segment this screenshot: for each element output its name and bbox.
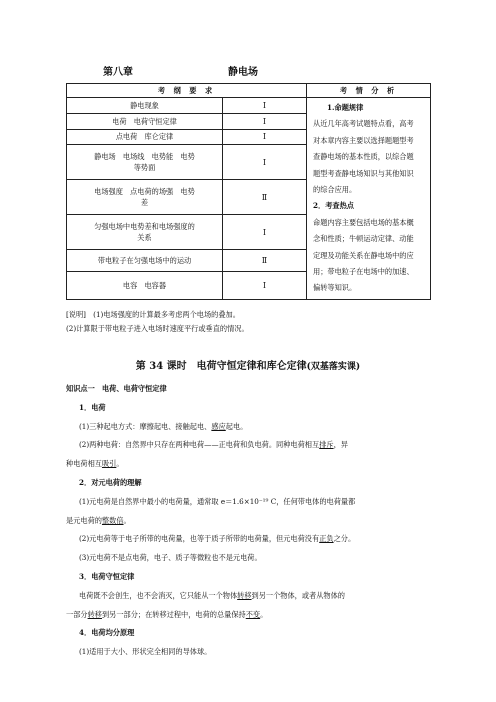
- paragraph: [66, 587, 430, 606]
- requirement-level: Ⅱ: [223, 180, 307, 215]
- paragraph: [66, 606, 430, 625]
- text-span: (2)元电荷等于电子所带的电荷量，也等于质子所带的电荷量，但元电荷没有: [79, 534, 320, 544]
- analysis-line: 题型考查静电场知识与其他知识: [313, 168, 414, 178]
- fill-in-answer: 正负: [319, 534, 334, 544]
- knowledge-point-line: 静电场 电场线 电势能 电势: [94, 152, 195, 162]
- header-analysis: 考 情 分 析: [307, 84, 431, 98]
- chapter-number: 第八章: [103, 67, 133, 78]
- fill-in-answer: 转移: [87, 609, 102, 619]
- section-heading: 1．电荷: [79, 402, 106, 412]
- analysis-heading-1: 1.命题规律: [327, 103, 364, 112]
- section-heading: 4．电荷均分原理: [79, 628, 135, 638]
- analysis-line: 的综合应用。: [313, 185, 357, 195]
- lesson-title-text: 第 34 课时 电荷守恒定律和库仑定律: [135, 361, 307, 372]
- lesson-subtitle: (双基落实课): [306, 362, 361, 372]
- knowledge-point: 静电现象: [67, 98, 223, 114]
- text-span: (1)三种起电方式：摩擦起电、接触起电、: [79, 421, 212, 431]
- requirement-level: Ⅰ: [223, 129, 307, 145]
- paragraph: (1)元电荷是自然界中最小的电荷量，通常取 e＝1.6×10⁻¹⁹ C，任何带电体的电荷量都: [79, 496, 356, 506]
- knowledge-point: [67, 215, 223, 250]
- text-span: 电荷既不会创生，也不会消灭，它只能从一个物体: [79, 590, 238, 600]
- text-span: 一部分: [66, 609, 88, 619]
- paragraph: [66, 512, 430, 531]
- analysis-line: 念和性质；牛顿运动定律、动能: [313, 234, 414, 244]
- analysis-line: 命题内容主要包括电场的基本概: [313, 217, 414, 227]
- analysis-line: 查静电场的基本性质，以综合题: [313, 152, 414, 162]
- requirement-level: Ⅰ: [223, 271, 307, 299]
- fill-in-answer: 吸引: [101, 459, 117, 469]
- knowledge-point: 电荷 电荷守恒定律: [67, 113, 223, 129]
- fill-in-answer: 不变: [245, 609, 261, 619]
- knowledge-point: 点电荷 库仑定律: [67, 129, 223, 145]
- paragraph: (1)适用于大小、形状完全相同的导体球。: [79, 647, 212, 657]
- paragraph: [66, 530, 430, 549]
- section-heading: 3．电荷守恒定律: [79, 571, 135, 581]
- knowledge-point-line: 电场强度 点电荷的场强 电势: [94, 187, 195, 197]
- paragraph: [66, 418, 430, 437]
- notes-block: [66, 308, 249, 336]
- text-span: 到另一部分；在转移过程中，电荷的总量保持: [101, 609, 246, 619]
- exam-requirements-table: [66, 83, 431, 300]
- paragraph: [66, 455, 430, 474]
- table-header-row: [67, 84, 431, 98]
- section-heading: 2．对元电荷的理解: [79, 477, 142, 487]
- knowledge-point-line: 等势面: [133, 163, 156, 173]
- knowledge-point: [67, 145, 223, 180]
- fill-in-answer: 排斥: [319, 440, 334, 450]
- header-requirements: 考 纲 要 求: [67, 84, 307, 98]
- note-line: (2)计算限于带电粒子进入电场时速度平行或垂直的情况。: [66, 324, 249, 333]
- text-span: 起电。: [225, 421, 248, 431]
- text-span: 。: [123, 515, 131, 525]
- requirement-level: Ⅰ: [223, 98, 307, 114]
- knowledge-point: 电容 电容器: [67, 271, 223, 299]
- analysis-heading-2: 2．考查热点: [313, 201, 354, 211]
- text-span: (2)两种电荷：自然界中只存在两种电荷——正电荷和负电荷。同种电荷相互: [79, 440, 320, 450]
- knowledge-point: 带电粒子在匀强电场中的运动: [67, 250, 223, 271]
- text-span: 之分。: [333, 534, 356, 544]
- knowledge-point-line: 关系: [137, 233, 152, 243]
- analysis-line: 偏转等知识。: [313, 283, 357, 293]
- text-span: 是元电荷的: [66, 515, 102, 525]
- analysis-line: 用；带电粒子在电场中的加速、: [313, 267, 414, 277]
- requirement-level: Ⅱ: [223, 250, 307, 271]
- analysis-line: 定理及功能关系在静电场中的应: [313, 250, 414, 260]
- lesson-content: [66, 380, 430, 662]
- analysis-line: 对本章内容主要以选择题题型考: [313, 135, 414, 145]
- requirement-level: Ⅰ: [223, 215, 307, 250]
- note-line: [说明] (1)电场强度的计算最多考虑两个电场的叠加。: [66, 310, 240, 319]
- text-span: 到另一个物体，或者从物体的: [251, 590, 345, 600]
- chapter-name: 静电场: [228, 67, 258, 78]
- text-span: 。: [260, 609, 268, 619]
- knowledge-point-line: 匀强电场中电势差和电场强度的: [94, 222, 195, 232]
- paragraph: [66, 436, 430, 455]
- requirement-level: Ⅰ: [223, 113, 307, 129]
- requirement-level: Ⅰ: [223, 145, 307, 180]
- text-span: 种电荷相互: [66, 459, 102, 469]
- lesson-title: [0, 357, 496, 372]
- analysis-line: 从近几年高考试题特点看，高考: [313, 119, 414, 129]
- text-span: 。: [116, 459, 124, 469]
- paragraph: (3)元电荷不是点电荷，电子、质子等微粒也不是元电荷。: [79, 553, 262, 563]
- knowledge-point-line: 差: [140, 198, 149, 208]
- text-span: ，异: [333, 440, 348, 450]
- analysis-cell: [307, 98, 431, 300]
- knowledge-point-heading: 知识点一 电荷、电荷守恒定律: [66, 384, 167, 393]
- fill-in-answer: 转移: [237, 590, 252, 600]
- table-row: [67, 98, 431, 114]
- fill-in-answer: 整数倍: [101, 515, 124, 525]
- knowledge-point: [67, 180, 223, 215]
- fill-in-answer: 感应: [211, 421, 226, 431]
